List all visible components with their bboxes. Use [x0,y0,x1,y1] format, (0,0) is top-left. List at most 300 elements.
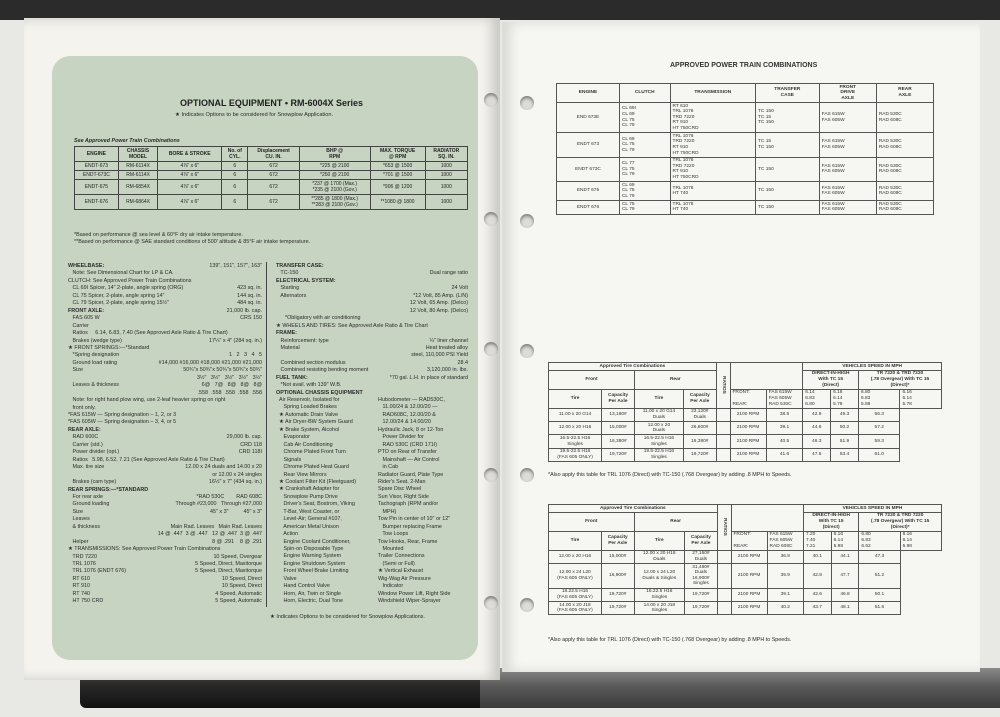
spec-label: *FAS 605W — Spring designation – 3, 4, or 5 [68,419,177,426]
table-cell: CL 69I CL 69 CL 75 CL 79 [619,102,670,132]
table-cell: TRL 1076 TRD 7220 RT 910 HT 750CRD [670,157,755,182]
optional-equipment-item: ★ Crankshaft Adapter for [279,486,340,493]
spec-label: Ratios 5.98, 6.52, 7.21 (See Approved Axle Ratio & Tire Chart) [68,456,225,463]
spec-label: Carrier [68,322,89,329]
spec-label: RT 910 [68,583,90,590]
spec-label: Carrier (std.) [68,441,103,448]
spec-value: *12 Volt, 85 Amp. (L/N) [413,292,468,299]
table-cell: 14.00 x 20 J18 (FAS 605 ONLY) [549,602,602,615]
optional-equipment-item: Tow Pin in center of 10" or 12" [378,516,451,523]
spec-value: 45" x 3" 45" x 3" [209,508,262,515]
speed-head-4: 6.16 6.14 5.98 [900,531,941,550]
spec-label: Combined section modulus [276,359,346,366]
table-cell: 43.7 [803,602,831,615]
table-cell: 6 [222,171,248,180]
spec-label: For rear axle [68,493,104,500]
optional-equipment-item: Signals [279,456,302,463]
power-train-header: TRANSFER CASE [756,84,820,103]
table-cell: 4⅞" x 6" [158,195,222,210]
spec-label: Reinforcement: type [276,337,329,344]
spec-value: 10 Speed, Direct [221,575,262,582]
spec-label: Alternators [276,292,307,299]
table-cell: 53.4 [831,448,859,461]
table-cell: RM-6864X [118,195,158,210]
axle-ratio-header [730,363,803,390]
spec-value: 12.00 x 24 duals and 14.00 x 20 [185,464,262,471]
optional-equipment-item: Spring Loaded Brakes [279,404,337,411]
optional-equipment-item: Chrome Plated Heat Guard [279,464,349,471]
table-cell: ENDT-673 [75,162,119,171]
table-row [75,195,468,210]
optional-equipment-item: ★ Vertical Exhaust [378,568,423,575]
table-cell: 19,720# [685,588,718,601]
spec-value: 3½" 3½" 3½" 3½" 3½" [196,374,262,381]
table-cell: 51.6 [859,602,900,615]
optional-equipment-item: (Semi or Full) [378,560,415,567]
spec-label: *Spring designation [68,352,120,359]
spec-value: 21,000 lb. cap. [226,307,262,314]
binder-hole [484,212,498,226]
table-cell: 12.00 x 20 Duals [634,422,683,435]
table-cell: 19.5-22.5 H16 Singles [634,448,683,461]
table-cell: 11.00 x 20 G14 Duals [634,408,683,421]
table-cell: 6 [222,180,248,195]
table-cell: 19,720# [602,448,635,461]
spec-label: TRANSFER CASE: [276,263,324,269]
table-cell: 2100 RPM [730,448,766,461]
table-cell: 47.3 [859,550,900,563]
spec-value: CRS 150 [240,315,262,322]
table-row [557,157,934,182]
table-cell: *237 @ 1700 (Max.) *235 @ 2100 (Gov.) [299,180,370,195]
optional-equipment-item: Horn, Electric, Dual Tone [279,598,344,605]
table-cell: TC 150 [756,182,820,201]
spec-label: REAR AXLE: [68,426,101,433]
spec-label: Note: for right hand plow wing, use 2-leaf heavier spring on right [68,397,226,404]
binder-hole [484,596,498,610]
spec-label: Max. tire size [68,464,105,471]
table-row [557,201,934,214]
table-cell: TRL 1076 HT 740 [670,182,755,201]
table-cell: 16.5-22.5 H16 Singles [634,435,683,448]
speed-head-1: 7.20 7.40 7.21 [803,531,831,550]
table-cell: TC 150 [756,157,820,182]
spec-label: HT 750 CRD [68,598,104,605]
see-approved: See Approved Power Train Combinations [74,138,180,144]
spec-value: 144 sq. in. [237,292,262,299]
table-cell: 40.5 [766,435,803,448]
left-title: OPTIONAL EQUIPMENT • RM-6004X Series [180,98,364,108]
optional-equipment-item: T-Bar, West Coaster, or [279,508,340,515]
spec-value: #14,000 #16,000 #18,000 #21,000 #21,000 [158,359,262,366]
table-cell: 42.8 [803,564,831,589]
optional-equipment-item: Sun Visor, Right Side [378,493,429,500]
table-cell: ENDT-673C [75,171,119,180]
table-cell: 14.00 x 20 J18 Singles [634,602,685,615]
table-cell: 49.3 [831,408,859,421]
engine-table-header: BORE & STROKE [158,147,222,162]
optional-equipment-item: Rear View Mirrors [279,471,327,478]
ratios-label: RATIOS [716,363,730,409]
table-cell: RM-6854X [118,180,158,195]
table-cell: 46.3 [803,435,831,448]
table-cell: 31,480# Duals 16,900# Singles [685,564,718,589]
spec-value: Through #23,000 Through #27,000 [175,501,262,508]
spec-value: *70 gal. L.H. in place of standard [389,374,468,381]
table-cell: TRL 1076 TRD 7220 RT 910 HT 750CRD [670,133,755,158]
table-cell: 39.1 [766,422,803,435]
table-cell: 18.22.5 H16 Singles [634,588,685,601]
speed-head-2: 6.16 6.14 5.98 [831,531,859,550]
engine-table-header: BHP @ RPM [299,147,370,162]
table-cell: 40.2 [767,602,803,615]
spec-label: Size [68,508,83,515]
optional-equipment-item: Wig-Wag Air Pressure [378,575,431,582]
table-cell: 12.00 x 24 L20 Duals & Singles [634,564,685,589]
table-row [549,602,942,615]
direct-in-high-label: DIRECT-IN-HIGH With TC 15 (Direct) [803,512,858,531]
table-cell: RT 610 TRL 1076 TRD 7220 RT 910 HT 750CRD [670,102,755,132]
table-cell: 57.2 [859,422,900,435]
spec-label: Starting [276,285,300,292]
optional-equipment-item: Hydraulic Jack, 8 or 12-Ton [378,426,444,433]
table-cell: ENDT 673C [557,157,620,182]
optional-equipment-item: Rider's Seat, 2-Man [378,478,426,485]
sub-header: Tire [634,531,685,550]
rear-label: Rear [634,370,716,389]
optional-equipment-item: Chrome Plated Front Turn [279,449,346,456]
spec-label: Note: See Dimensional Chart for LP & CA. [68,270,174,277]
spec-value: 5 Speed, Automatic [215,598,262,605]
optional-equipment-item: Radiator Guard, Plate Type [378,471,444,478]
table-cell: 672 [248,162,299,171]
spec-label: CL 79 Spicer, 2-plate, angle spring 15½" [68,300,169,307]
optional-equipment-item: ★ Coolant Filter Kit (Fleetguard) [279,478,357,485]
power-train-table [556,83,934,215]
table-cell: 1000 [425,180,467,195]
table-cell: 39.9 [767,564,803,589]
table-cell [716,435,730,448]
table-cell: 11.00 x 20 G14 [549,408,602,421]
front-label: Front [549,370,635,389]
table-cell: 672 [248,171,299,180]
table-cell: 19,720# [601,588,634,601]
table-row [549,422,942,435]
spec-value: 484 sq. in. [237,300,262,307]
table-cell: 56.3 [859,408,900,421]
table-cell: CL 69 CL 75 CL 79 [619,133,670,158]
engine-table-header: CHASSIS MODEL [118,147,158,162]
optional-equipment-item: 12.00/24 & 14.00/20 [378,419,432,426]
spec-label: ★ FRONT SPRINGS:—*Standard [68,344,150,351]
table-cell: ENDT-676 [75,195,119,210]
sub-header: Tire [549,531,602,550]
optional-equipment-item: Engine Warning System [279,553,342,560]
table-cell [716,408,730,421]
table-cell: TC 150 TC 15 TC 150 [756,102,820,132]
optional-equipment-item: Spin-on Disposable Type [279,546,344,552]
table-row [549,588,942,601]
table-cell: CL 77 CL 75 CL 79 [619,157,670,182]
table-cell: RAD 530C RAD 608C [876,133,933,158]
spec-label: Leaves [68,516,90,523]
optional-equipment-item: RAD 530C (CRD 171I) [378,441,438,448]
optional-equipment-item: Horn, Air, Twin or Single [279,590,341,597]
table-cell: 46.8 [831,588,859,601]
spec-value: steel, 110,000 PSI Yield [411,352,468,359]
binder-hole [520,344,534,358]
optional-equipment-item: Level-Air; General #107, [279,516,342,523]
table-cell: RM-6114X [118,162,158,171]
spec-value: 12 Volt, 80 Amp. (Delco) [409,307,468,314]
spec-value: 10 Speed, Overgear [213,553,262,560]
optional-equipment-item: PTO on Rear of Transfer [378,449,437,456]
optional-equipment-item: Cab Air Conditioning [279,441,333,448]
optional-equipment-item: Trailer Connections [378,553,425,560]
table-row [549,389,942,408]
vehicle-speed-title: VEHICLES SPEED IN MPH [803,505,941,513]
power-train-header: CLUTCH [619,84,670,103]
spec-value: 10 Speed, Direct [221,583,262,590]
axle-list: FRONT: REAR: [731,531,767,550]
spec-label: *Not avail. with 139" W.B. [276,382,342,389]
spec-label: Brakes (wedge type) [68,337,122,344]
table-cell: 2100 RPM [730,408,766,421]
table-cell [717,564,731,589]
table-cell: 19,720# [601,602,634,615]
table-row [549,550,942,563]
sub-header: Tire [634,389,683,408]
table-cell: ENDT-675 [75,180,119,195]
table-cell: 12.00 x 20 H16 [549,550,602,563]
optional-equipment-item: Mainshaft — Air Control [378,456,440,463]
table-row [75,180,468,195]
table-cell: 1000 [425,171,467,180]
table-cell: FAS 615W FAS 605W [819,102,876,132]
spec-label: *Obligatory with air conditioning [276,315,361,322]
spec-label: ELECTRICAL SYSTEM: [276,277,336,284]
spec-value: ¼" liner channel [429,337,468,344]
spec-value: 4 Speed, Automatic [215,590,262,597]
table-cell [716,422,730,435]
table-cell: 44.1 [831,550,859,563]
table-cell: 2100 RPM [731,602,767,615]
spec-value: 28.4 [457,359,468,366]
binder-hole [484,93,498,107]
table-cell: 23,120# Duals [683,408,716,421]
sub-header: Tire [549,389,602,408]
table-cell: 42.6 [803,588,831,601]
tire-table [548,504,942,615]
table-cell: 2100 RPM [731,564,767,589]
snowplow-footnote: ★ Indicates Options to be considered for Snowplow Applications. [270,614,425,620]
table-cell: 13,180# [602,408,635,421]
table-cell: 16,900# [601,564,634,589]
table-row [549,448,942,461]
table-cell: 19,720# [685,602,718,615]
spec-value: CRD 118 [240,441,262,448]
spec-label: WHEELBASE: [68,263,105,269]
table-row [549,408,942,421]
table-cell: CL 75 CL 79 [619,201,670,214]
power-train-header: REAR AXLE [876,84,933,103]
spec-label: TRD 7220 [68,553,97,560]
table-cell: 51.2 [859,564,900,589]
spec-label: FRONT AXLE: [68,307,105,314]
sub-header: Capacity Per Axle [685,531,718,550]
spec-label: RT 610 [68,575,90,582]
spec-label: CL 69I Spicer, 14" 2-plate, angle spring (ORG) [68,285,184,292]
table-cell: 16.5-22.5 H16 Singles [549,435,602,448]
table-cell: *906 @ 1200 [370,180,425,195]
power-train-header: FRONT DRIVE AXLE [819,84,876,103]
table-cell: 19,720# [683,448,716,461]
table-cell: *653 @ 1500 [370,162,425,171]
table-cell: 19.5-22.5 H16 (FAS 605 ONLY) [549,448,602,461]
table-cell: 4⅞" x 6" [158,180,222,195]
optional-equipment-item: Valve [279,575,297,582]
table-cell: 18.22.5 H16 (FAS 605 ONLY) [549,588,602,601]
axle-names: FAS 615W FAS 605W RAD 608C [767,531,803,550]
optional-equipment-item: Snowplow Pump Drive [279,493,338,500]
sub-header: Capacity Per Axle [601,531,634,550]
table-row [549,564,942,589]
spec-value: 423 sq. in. [237,285,262,292]
table-cell: 50.2 [831,422,859,435]
optional-equipment-item: Engine Shutdown System [279,560,346,567]
spec-label: *FAS 615W — Spring designation – 1, 2, or 3 [68,412,177,418]
table-cell: **285 @ 1800 (Max.) **283 @ 2100 (Gov.) [299,195,370,210]
optional-equipment-item: Windshield Wiper-Sprayer [378,598,441,605]
table-cell: *250 @ 2100 [299,171,370,180]
speed-head-3: 6.80 6.83 6.52 [859,531,900,550]
spec-label: Helper [68,538,89,545]
axle-ratio-header [731,505,803,532]
optional-equipment-item: Power Divider for [378,434,424,441]
spec-label: ★ TRANSMISSIONS: See Approved Power Train Combinations [68,546,221,553]
engine-table-header: MAX. TORQUE @ RPM [370,147,425,162]
binder-hole [520,468,534,482]
table-cell: RAD 530C RAD 608C [876,157,933,182]
tire-table [548,362,942,462]
table-row [557,102,934,132]
table-cell: 12.00 x 20 H16 Duals [634,550,685,563]
spec-value: 6@ 7@ 8@ 8@ 8@ [201,382,262,389]
table-cell: RAD 530C RAD 608C [876,201,933,214]
left-subtitle: ★ Indicates Options to be considered for Snowplow Application. [175,112,334,118]
power-train-header: ENGINE [557,84,620,103]
spec-value: or 12.00 x 24 singles [212,471,262,478]
optional-equipment-item: Tow Loops [378,531,409,538]
table-row [75,162,468,171]
spec-label: Material [276,344,300,351]
table-cell: 6 [222,195,248,210]
table-cell: TRL 1078 HT 740 [670,201,755,214]
sub-header: Capacity Per Axle [683,389,716,408]
tire-table-note: *Also apply this table for TRL 1076 (Direct) with TC-150 (.768 Overgear) by adding .8 MPH to Speeds. [548,472,792,478]
table-cell [717,588,731,601]
spec-value: *RAD 530C RAD 608C [196,493,262,500]
optional-equipment-item: Action [279,531,299,538]
spec-value: Heat treated alloy [425,344,468,351]
spec-label: RT 740 [68,590,90,597]
table-cell: 44.6 [803,422,831,435]
table-cell: 51.9 [831,435,859,448]
optional-equipment-item: in Cab [378,464,399,471]
spec-label: front only. [68,404,96,411]
spec-value: Main Rad. Leaves Main Rad. Leaves [170,523,262,530]
spec-label: Ground load rating [68,359,118,366]
axle-list: FRONT: REAR: [730,389,766,408]
optional-equipment-item: ★ Automatic Drain Valve [279,411,338,418]
spec-label: FRAME: [276,330,297,337]
right-title: APPROVED POWER TRAIN COMBINATIONS [670,62,818,69]
binder-hole [520,96,534,110]
optional-equipment-item: Engine Coolant Conditioner, [279,538,351,545]
table-cell: TC 150 [756,201,820,214]
spec-label: RAD 600C [68,434,99,441]
spec-value: 3,120,000 in. lbs. [426,367,468,374]
spec-label: & thickness [68,523,101,530]
spec-label: TRL 1076 (ENDT 676) [68,568,127,575]
table-cell: 672 [248,180,299,195]
table-cell: 1000 [425,195,467,210]
table-cell: 41.6 [766,448,803,461]
power-train-header: TRANSMISSION [670,84,755,103]
table-cell: FAS 615W FAS 605W [819,182,876,201]
speed-head-4: 6.16 6.14 5.78 [900,389,942,408]
spec-value: 5 Speed, Direct, Maxitorque [195,568,262,575]
speed-head-1: 6.14 6.83 6.80 [803,389,831,408]
spec-label: TC-150 [276,270,299,277]
table-cell: 61.0 [859,448,900,461]
spec-value: 24 Volt [451,285,468,292]
table-cell: RAD 530C RAD 608C [876,182,933,201]
table-cell: 48.1 [831,602,859,615]
table-cell: 26,600# [683,422,716,435]
optional-equipment-item: MPH) [378,508,397,515]
engine-table-header: No. of CYL. [222,147,248,162]
optional-equipment-item: Window Power Lift, Right Side [378,590,451,597]
table-row [549,531,942,550]
binder-hole [520,214,534,228]
engine-table-header: Displacement CU. IN. [248,147,299,162]
table-cell: 39.1 [767,588,803,601]
table-cell: TC 15 TC 150 [756,133,820,158]
spec-label: FAS 605 W [68,315,100,322]
spec-label: ★ WHEELS AND TIRES: See Approved Axle Ratio & Tire Chart [276,322,428,329]
table-cell [717,550,731,563]
table-cell: 42.9 [803,408,831,421]
table-cell: 15,000# [602,422,635,435]
table-cell: 15,000# [601,550,634,563]
optional-equipment-item: Hubodometer — RAD530C, [378,397,445,403]
optional-equipment-item: Driver's Seat, Bostrom, Viking [279,501,355,508]
speed-head-2: 6.16 6.14 5.78 [831,389,859,408]
table-cell: **1080 @ 1800 [370,195,425,210]
table-cell: *701 @ 1500 [370,171,425,180]
ratios-label: RATIOS [717,505,731,551]
axle-names: FAS 615W FAS 605W RAD 530C [766,389,803,408]
spec-value: 17¼" x 4" (284 sq. in.) [209,337,262,344]
optional-equipment-item: Hand Control Valve [279,583,330,590]
table-cell: FAS 615W FAS 605W [819,133,876,158]
table-cell: 12.00 x 24 L20 (FAS 605 ONLY) [549,564,602,589]
tire-table-note: *Also apply this table for TRL 1076 (Direct) with TC-150 (.768 Overgear) by adding .8 MPH to Speeds. [548,637,792,643]
overgear-label: TR 7220 & TRD 7220 (.78 Overgear) With TC 15 (Direct)* [859,512,942,531]
table-cell: ENDT 675 [557,182,620,201]
table-cell: 59.3 [859,435,900,448]
